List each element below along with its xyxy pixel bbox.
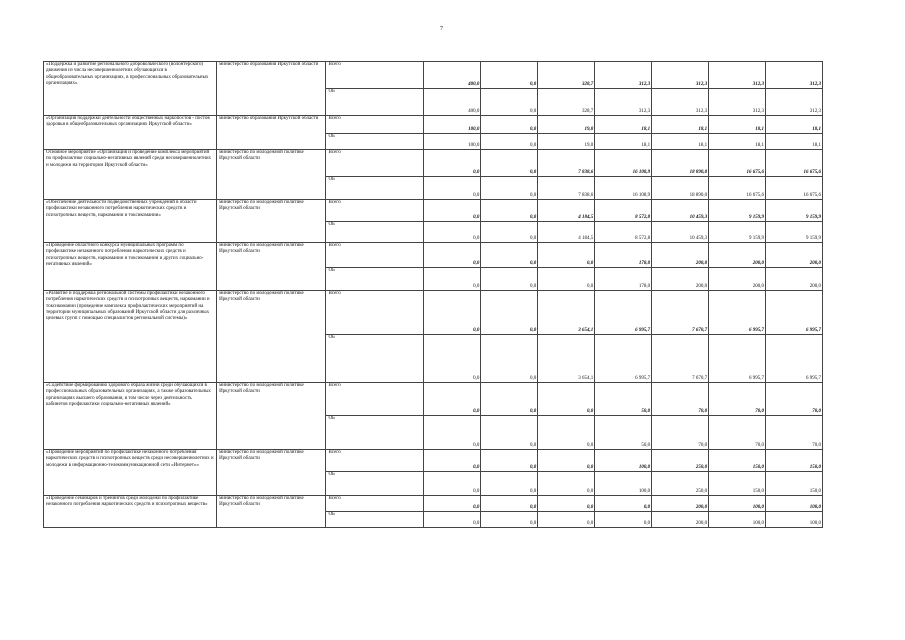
total-value: 0,0 [481,383,538,416]
ob-value: 9 159,9 [709,222,766,243]
total-value: 16 675,6 [766,150,823,177]
ob-value: 4 184,5 [538,222,595,243]
ob-value: 16 108,9 [595,177,652,200]
ob-value: 6 995,7 [595,335,652,383]
total-value: 18 890,0 [652,150,709,177]
table-row [44,450,823,472]
executor: министерство по молодежной политике Иркутской области [217,291,326,383]
total-value: 100,0 [709,496,766,512]
total-value: 0,0 [538,496,595,512]
ob-value: 250,0 [652,472,709,496]
executor: министерство по молодежной политике Иркутской области [217,243,326,291]
page-number: 7 [440,26,443,32]
table-row [44,291,823,335]
source-label-ob: ОБ [326,512,424,528]
total-value: 0,0 [424,450,481,472]
source-label-total: Всего [326,383,424,416]
ob-value: 0,0 [538,268,595,291]
source-label-total: Всего [326,291,424,335]
total-value: 18,1 [652,116,709,134]
total-value: 0,0 [481,243,538,268]
ob-value: 200,0 [766,268,823,291]
ob-value: 0,0 [595,512,652,528]
table-row [44,243,823,268]
executor: министерство по молодежной политике Иркутской области [217,150,326,200]
measure-name: Основное мероприятие «Организация и проведение комплекса мероприятий по профилактике социально-негативных явлений среди несовершеннолетних и молодежи на территории Иркутской области» [44,150,217,200]
ob-value: 18,1 [652,134,709,150]
total-value: 0,0 [595,496,652,512]
total-value: 0,0 [481,496,538,512]
total-value: 0,0 [538,450,595,472]
total-value: 16 108,9 [595,150,652,177]
ob-value: 0,0 [481,512,538,528]
ob-value: 6 995,7 [709,335,766,383]
total-value: 18,1 [595,116,652,134]
ob-value: 3 654,1 [538,335,595,383]
total-value: 100,0 [595,450,652,472]
ob-value: 6 995,7 [766,335,823,383]
table-row [44,150,823,177]
source-label-ob: ОБ [326,416,424,450]
ob-value: 0,0 [481,134,538,150]
total-value: 200,0 [709,243,766,268]
total-value: 0,0 [424,383,481,416]
total-value: 0,0 [424,496,481,512]
ob-value: 18 890,0 [652,177,709,200]
total-value: 312,3 [766,62,823,89]
ob-value: 18,1 [595,134,652,150]
executor: министерство по молодежной политике Иркутской области [217,450,326,496]
total-value: 312,3 [595,62,652,89]
ob-value: 0,0 [424,472,481,496]
ob-value: 0,0 [481,222,538,243]
table-row [44,383,823,416]
ob-value: 0,0 [424,512,481,528]
ob-value: 70,0 [766,416,823,450]
total-value: 6 995,7 [709,291,766,335]
ob-value: 10 459,3 [652,222,709,243]
ob-value: 100,0 [709,512,766,528]
table-row [44,200,823,222]
executor: министерство по молодежной политике Иркутской области [217,496,326,528]
source-label-total: Всего [326,150,424,177]
table-row [44,62,823,89]
total-value: 100,0 [766,496,823,512]
ob-value: 0,0 [481,268,538,291]
total-value: 0,0 [424,150,481,177]
ob-value: 200,0 [652,512,709,528]
ob-value: 16 675,6 [709,177,766,200]
total-value: 328,7 [538,62,595,89]
source-label-ob: ОБ [326,335,424,383]
total-value: 100,0 [424,116,481,134]
source-label-total: Всего [326,450,424,472]
ob-value: 0,0 [424,268,481,291]
ob-value: 8 572,8 [595,222,652,243]
total-value: 312,3 [652,62,709,89]
source-label-total: Всего [326,62,424,89]
ob-value: 0,0 [481,177,538,200]
total-value: 7 670,7 [652,291,709,335]
source-label-total: Всего [326,243,424,268]
source-label-total: Всего [326,200,424,222]
total-value: 0,0 [481,150,538,177]
ob-value: 19,0 [538,134,595,150]
total-value: 8 572,8 [595,200,652,222]
total-value: 50,0 [595,383,652,416]
ob-value: 178,0 [595,268,652,291]
source-label-ob: ОБ [326,222,424,243]
ob-value: 100,0 [424,134,481,150]
ob-value: 18,1 [766,134,823,150]
measure-name: «Проведение мероприятий по профилактике незаконного потребления наркотических средств и психотропных веществ среди несовершеннолетних и молодежи в информационно-телекоммуникационной сети «Интернет»» [44,450,217,496]
measure-name: «Обеспечение деятельности подведомственных учреждений в области профилактики незаконного потребления наркотических средств и психотропных веществ, наркомании и токсикомании» [44,200,217,243]
source-label-ob: ОБ [326,268,424,291]
total-value: 0,0 [424,291,481,335]
executor: министерство по молодежной политике Иркутской области [217,383,326,450]
ob-value: 312,3 [595,89,652,116]
ob-value: 50,0 [595,416,652,450]
total-value: 150,0 [766,450,823,472]
total-value: 70,0 [709,383,766,416]
ob-value: 70,0 [709,416,766,450]
total-value: 0,0 [481,291,538,335]
total-value: 9 159,9 [709,200,766,222]
ob-value: 0,0 [424,335,481,383]
ob-value: 0,0 [481,472,538,496]
ob-value: 16 675,6 [766,177,823,200]
ob-value: 70,0 [652,416,709,450]
ob-value: 328,7 [538,89,595,116]
total-value: 200,0 [766,243,823,268]
total-value: 400,0 [424,62,481,89]
total-value: 312,3 [709,62,766,89]
measure-name: «Поддержка и развитие регионального добровольческого (волонтерского) движения из числа несовершеннолетних обучающихся в общеобразовательных организациях, в профессиональных образовательных организациях» [44,62,217,116]
total-value: 0,0 [481,450,538,472]
executor: министерство по молодежной политике Иркутской области [217,200,326,243]
ob-value: 0,0 [538,472,595,496]
ob-value: 200,0 [652,268,709,291]
total-value: 18,1 [766,116,823,134]
ob-value: 0,0 [481,416,538,450]
ob-value: 312,3 [709,89,766,116]
total-value: 6 995,7 [595,291,652,335]
total-value: 19,0 [538,116,595,134]
source-label-total: Всего [326,496,424,512]
measure-name: «Проведение областного конкурса муниципальных программ по профилактике незаконного потребления наркотических средств и психотропных веществ, наркомании и токсикомании и других социально-негативных явлений» [44,243,217,291]
total-value: 9 159,9 [766,200,823,222]
source-label-ob: ОБ [326,177,424,200]
total-value: 7 838,6 [538,150,595,177]
total-value: 6 995,7 [766,291,823,335]
ob-value: 7 670,7 [652,335,709,383]
measure-name: «Развитие и поддержка региональной системы профилактики незаконного потребления наркотических средств и психотропных веществ, наркомании и токсикомании (проведение комплекса профилактических мероприятий на территории муниципальных образований Иркутской области для различных целевых групп с помощью специалистов региональной системы)» [44,291,217,383]
total-value: 250,0 [652,450,709,472]
total-value: 0,0 [538,383,595,416]
total-value: 18,1 [709,116,766,134]
measure-name: «Содействие формированию здорового образа жизни среди обучающихся в профессиональных образовательных организациях, а также образовательных организациях высшего образования, в том числе через деятельность кабинетов профилактики социально-негативных явлений» [44,383,217,450]
source-label-ob: ОБ [326,89,424,116]
total-value: 4 184,5 [538,200,595,222]
ob-value: 312,3 [652,89,709,116]
total-value: 150,0 [709,450,766,472]
total-value: 10 459,3 [652,200,709,222]
total-value: 200,0 [652,243,709,268]
ob-value: 0,0 [481,335,538,383]
measure-name: «Организация поддержки деятельности общественных наркопостов - постов здоровья в общеобразовательных организациях Иркутской области» [44,116,217,150]
ob-value: 0,0 [424,177,481,200]
total-value: 0,0 [481,200,538,222]
ob-value: 100,0 [766,512,823,528]
measure-name: «Проведение семинаров и тренингов среди молодежи по профилактике незаконного потребления наркотических средств и психотропных веществ» [44,496,217,528]
total-value: 3 654,1 [538,291,595,335]
ob-value: 0,0 [538,512,595,528]
ob-value: 400,0 [424,89,481,116]
ob-value: 100,0 [595,472,652,496]
total-value: 0,0 [538,243,595,268]
source-label-total: Всего [326,116,424,134]
total-value: 0,0 [424,243,481,268]
ob-value: 18,1 [709,134,766,150]
table-row [44,496,823,512]
total-value: 200,0 [652,496,709,512]
source-label-ob: ОБ [326,134,424,150]
ob-value: 0,0 [424,222,481,243]
ob-value: 150,0 [766,472,823,496]
source-label-ob: ОБ [326,472,424,496]
ob-value: 7 838,6 [538,177,595,200]
ob-value: 150,0 [709,472,766,496]
total-value: 70,0 [652,383,709,416]
budget-table [43,61,823,528]
ob-value: 200,0 [709,268,766,291]
total-value: 178,0 [595,243,652,268]
table-row [44,116,823,134]
total-value: 0,0 [481,62,538,89]
total-value: 16 675,6 [709,150,766,177]
executor: министерство образования Иркутской области [217,62,326,116]
ob-value: 0,0 [481,89,538,116]
ob-value: 0,0 [424,416,481,450]
executor: министерство образования Иркутской области [217,116,326,150]
total-value: 0,0 [424,200,481,222]
ob-value: 9 159,9 [766,222,823,243]
ob-value: 312,3 [766,89,823,116]
ob-value: 0,0 [538,416,595,450]
total-value: 70,0 [766,383,823,416]
total-value: 0,0 [481,116,538,134]
